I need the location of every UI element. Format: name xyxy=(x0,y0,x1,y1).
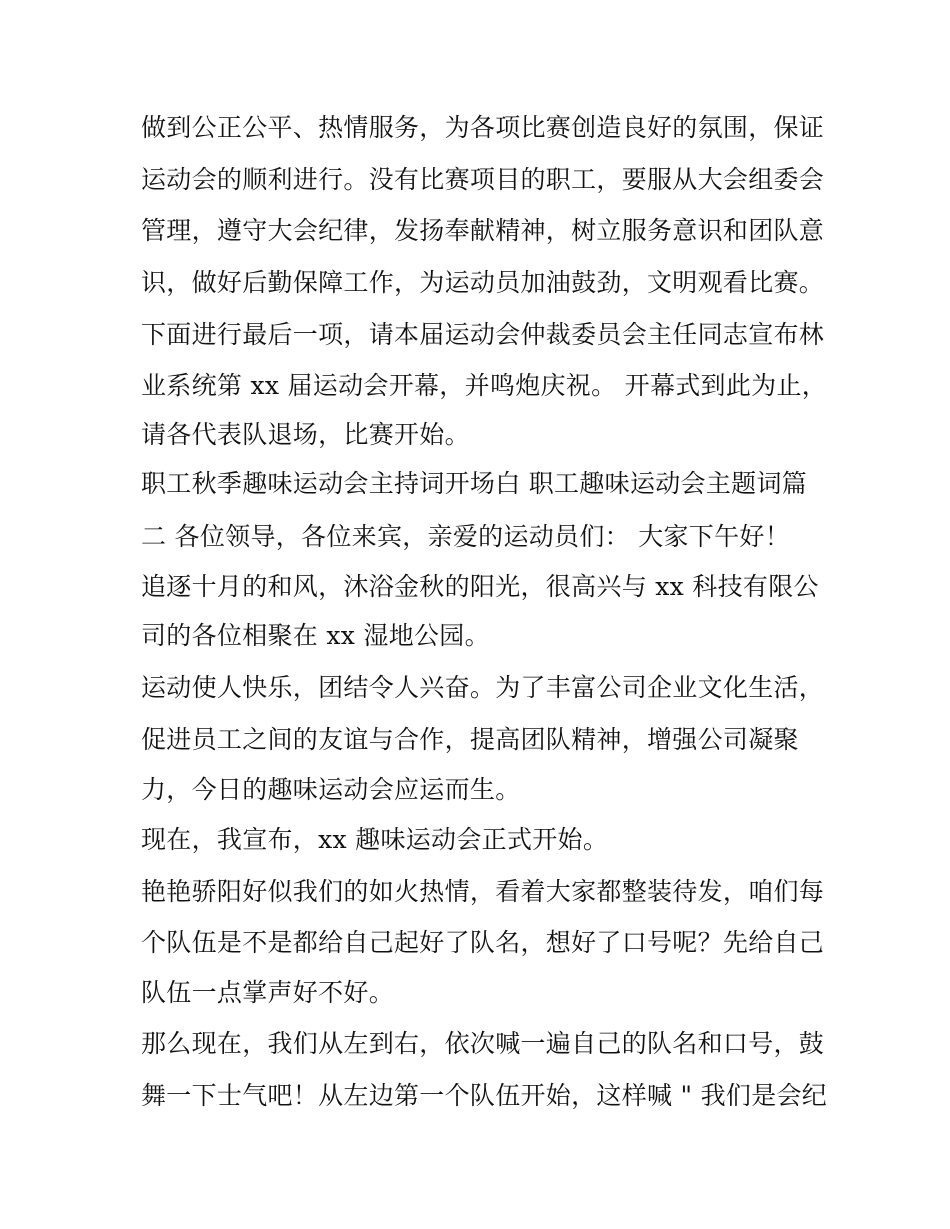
text-line: 运动使人快乐，团结令人兴奋。为了丰富公司企业文化生活， xyxy=(141,673,825,702)
text-line: 舞一下士气吧！从左边第一个队伍开始，这样喊 " 我们是会纪 xyxy=(141,1081,828,1110)
text-line: 二 各位领导，各位来宾，亲爱的运动员们： 大家下午好！ xyxy=(141,522,790,551)
text-line: 识，做好后勤保障工作，为运动员加油鼓劲，文明观看比赛。 xyxy=(141,268,825,297)
text-line: 队伍一点掌声好不好。 xyxy=(141,978,395,1007)
text-line: 请各代表队退场，比赛开始。 xyxy=(141,420,470,449)
text-line: 司的各位相聚在 xx 湿地公园。 xyxy=(141,621,490,650)
text-line: 促进员工之间的友谊与合作，提高团队精神，增强公司凝聚 xyxy=(141,725,799,754)
text-line: 管理，遵守大会纪律，发扬奉献精神，树立服务意识和团队意 xyxy=(141,216,825,245)
text-line: 业系统第 xx 届运动会开幕，并鸣炮庆祝。 开幕式到此为止， xyxy=(141,371,828,400)
text-line: 力，今日的趣味运动会应运而生。 xyxy=(141,775,521,804)
text-line: 职工秋季趣味运动会主持词开场白 职工趣味运动会主题词篇 xyxy=(141,469,808,498)
text-line: 做到公正公平、热情服务，为各项比赛创造良好的氛围，保证 xyxy=(141,113,825,142)
text-line: 下面进行最后一项，请本届运动会仲裁委员会主任同志宣布林 xyxy=(141,320,825,349)
text-line: 现在，我宣布，xx 趣味运动会正式开始。 xyxy=(141,825,609,854)
text-line: 运动会的顺利进行。没有比赛项目的职工，要服从大会组委会 xyxy=(141,165,825,194)
text-line: 个队伍是不是都给自己起好了队名，想好了口号呢？先给自己 xyxy=(141,928,825,957)
text-line: 追逐十月的和风，沐浴金秋的阳光，很高兴与 xx 科技有限公 xyxy=(141,572,819,601)
text-line: 那么现在，我们从左到右，依次喊一遍自己的队名和口号，鼓 xyxy=(141,1029,825,1058)
text-line: 艳艳骄阳好似我们的如火热情，看着大家都整装待发，咱们每 xyxy=(141,877,825,906)
